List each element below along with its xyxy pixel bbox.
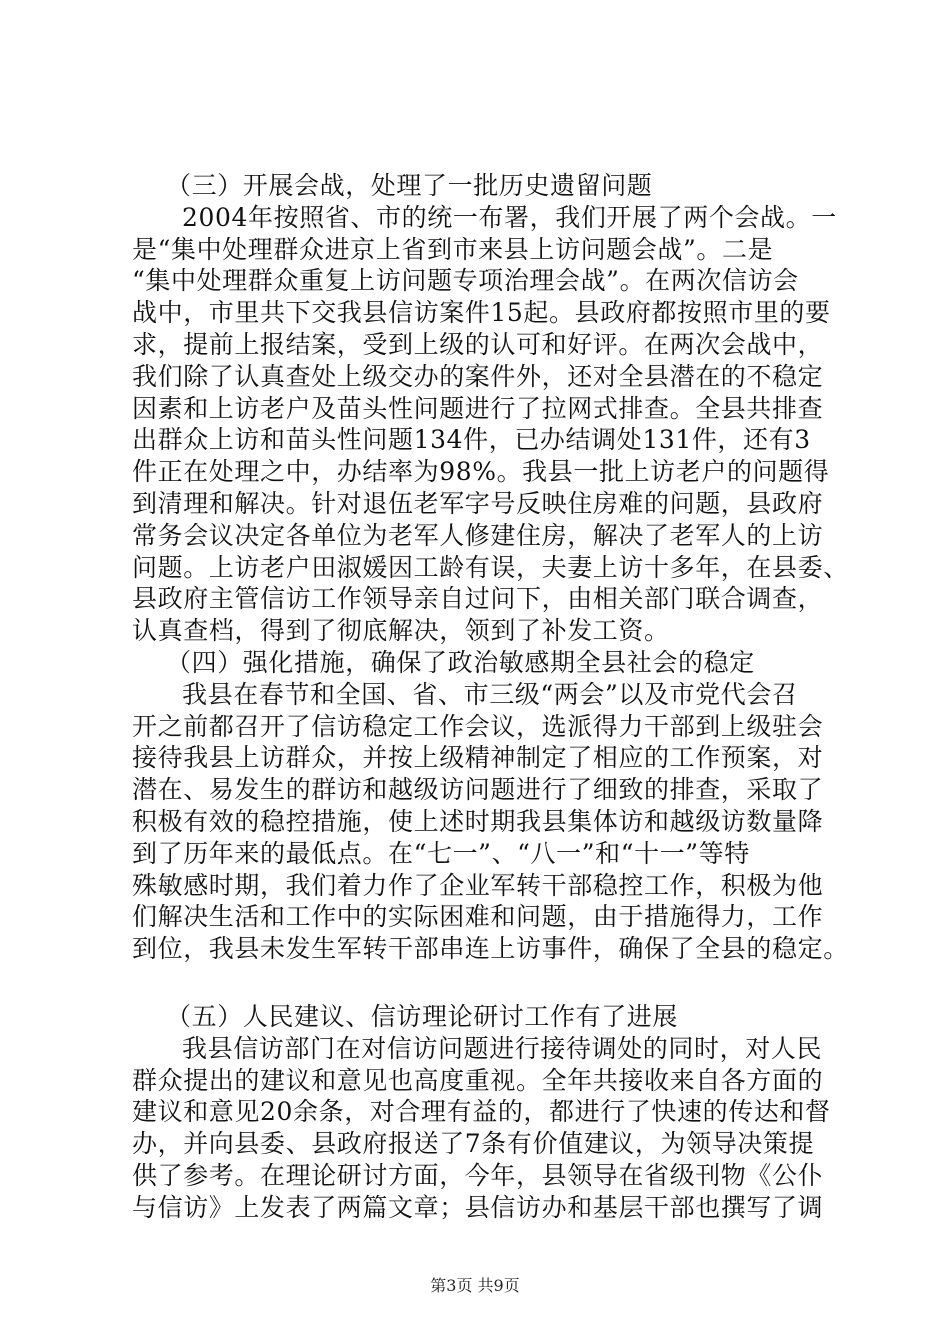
paragraph-line: 我们除了认真查处上级交办的案件外，还对全县潜在的不稳定 xyxy=(132,361,824,391)
paragraph-line: 常务会议决定各单位为老军人修建住房，解决了老军人的上访 xyxy=(132,520,824,550)
paragraph-line: 我县信访部门在对信访问题进行接待调处的同时，对人民 xyxy=(182,1033,823,1063)
paragraph-line: 殊敏感时期，我们着力作了企业军转干部稳控工作，积极为他 xyxy=(132,870,824,900)
paragraph-line: 我县在春节和全国、省、市三级“两会”以及市党代会召 xyxy=(182,679,798,709)
paragraph-line: 因素和上访老户及苗头性问题进行了拉网式排查。全县共排查 xyxy=(132,393,824,423)
paragraph-line: 问题。上访老户田淑媛因工龄有误，夫妻上访十多年，在县委、 xyxy=(132,552,849,582)
paragraph-line: 认真查档，得到了彻底解决，领到了补发工资。 xyxy=(132,616,670,646)
paragraph-line: 战中，市里共下交我县信访案件15起。县政府都按照市里的要 xyxy=(132,298,831,328)
section-heading: （三）开展会战，处理了一批历史遗留问题 xyxy=(166,171,653,200)
paragraph-line: 与信访》上发表了两篇文章；县信访办和基层干部也撰写了调 xyxy=(132,1192,824,1222)
paragraph-line: 是“集中处理群众进京上省到市来县上访问题会战”。二是 xyxy=(132,234,774,264)
paragraph-line: 到了历年来的最低点。在“七一”、“八一”和“十一”等特 xyxy=(132,838,750,868)
document-body xyxy=(132,170,852,1224)
paragraph-line: 潜在、易发生的群访和越级访问题进行了细致的排查，采取了 xyxy=(132,775,824,805)
paragraph-line: 到清理和解决。针对退伍老军字号反映住房难的问题，县政府 xyxy=(132,488,824,518)
paragraph-line: 建议和意见20余条，对合理有益的，都进行了快速的传达和督 xyxy=(132,1097,831,1127)
paragraph-line: 县政府主管信访工作领导亲自过问下，由相关部门联合调查， xyxy=(132,584,824,614)
paragraph-line: 到位，我县未发生军转干部串连上访事件，确保了全县的稳定。 xyxy=(132,934,849,964)
paragraph-line: 接待我县上访群众，并按上级精神制定了相应的工作预案，对 xyxy=(132,743,824,773)
section-heading: （四）强化措施，确保了政治敏感期全县社会的稳定 xyxy=(166,647,755,677)
paragraph-line: 积极有效的稳控措施，使上述时期我县集体访和越级访数量降 xyxy=(132,806,824,836)
paragraph-line: 2004年按照省、市的统一布署，我们开展了两个会战。一 xyxy=(182,202,837,232)
paragraph-line: 出群众上访和苗头性问题134件，已办结调处131件，还有3 xyxy=(132,425,811,455)
paragraph-line: 件正在处理之中，办结率为98%。我县一批上访老户的问题得 xyxy=(132,457,830,487)
section-heading: （五）人民建议、信访理论研讨工作有了进展 xyxy=(166,1001,679,1031)
paragraph-line: 群众提出的建议和意见也高度重视。全年共接收来自各方面的 xyxy=(132,1065,824,1095)
paragraph-line: 办，并向县委、县政府报送了7条有价值建议，为领导决策提 xyxy=(132,1129,815,1159)
paragraph-line: 开之前都召开了信访稳定工作会议，选派得力干部到上级驻会 xyxy=(132,711,824,741)
paragraph-line: 供了参考。在理论研讨方面，今年，县领导在省级刊物《公仆 xyxy=(132,1160,824,1190)
paragraph-line: “集中处理群众重复上访问题专项治理会战”。在两次信访会 xyxy=(132,266,799,296)
section-spacer xyxy=(132,965,852,1001)
paragraph-line: 们解决生活和工作中的实际困难和问题，由于措施得力，工作 xyxy=(132,902,824,932)
page-footer: 第3页 共9页 xyxy=(430,1276,520,1295)
paragraph-line: 求，提前上报结案，受到上级的认可和好评。在两次会战中， xyxy=(132,329,824,359)
